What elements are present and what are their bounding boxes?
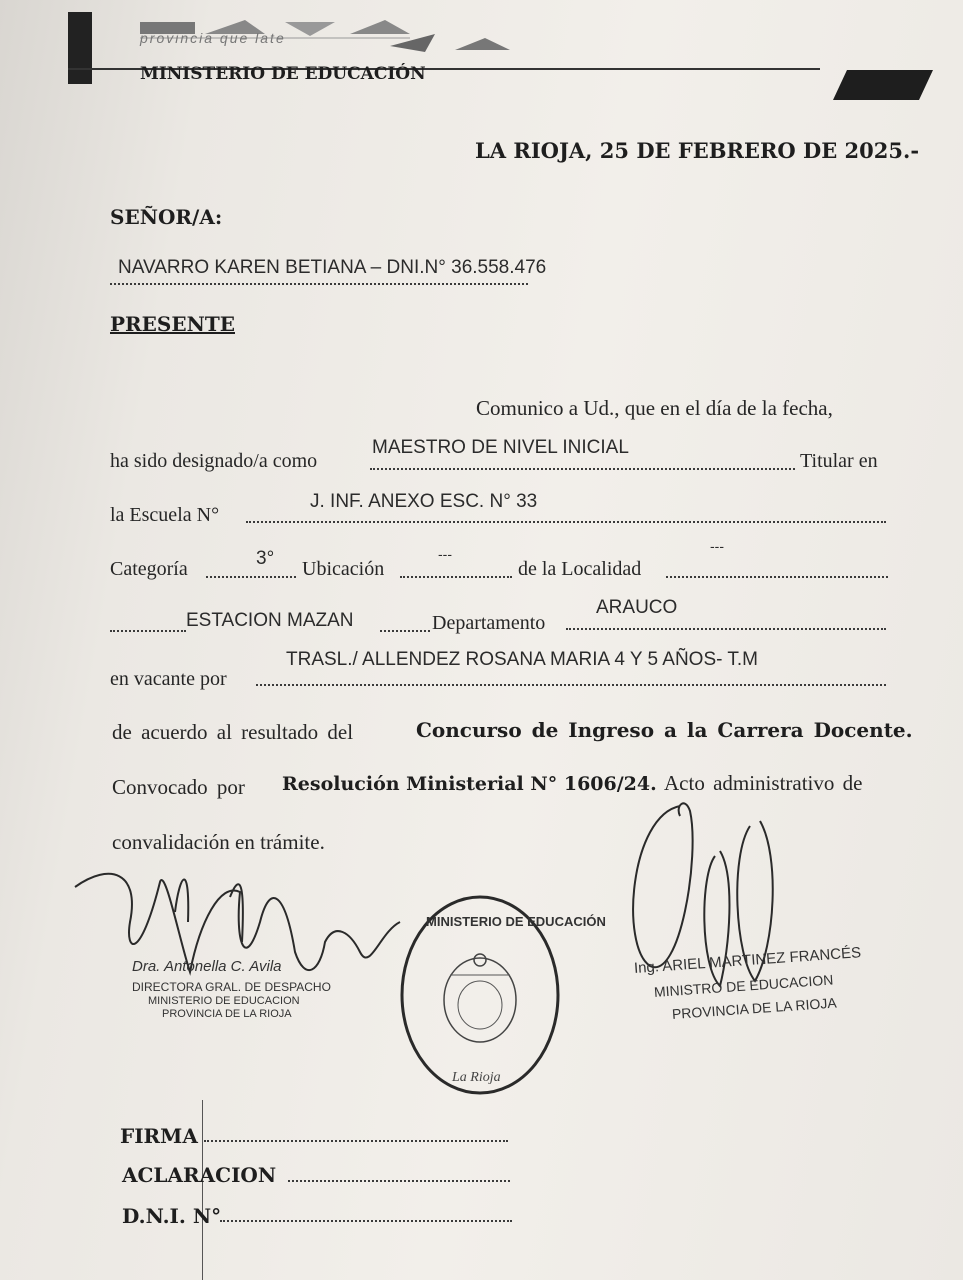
- departamento-label: Departamento: [432, 612, 546, 634]
- localidad-lead-dots: [110, 630, 186, 632]
- margin-line: [202, 1100, 203, 1280]
- firma-dots: [204, 1140, 508, 1142]
- localidad-value: ESTACION MAZAN: [186, 610, 354, 631]
- categoria-value: 3°: [256, 548, 275, 569]
- localidad-tail-dots: [380, 630, 430, 632]
- right-signer-title: MINISTRO DE EDUCACION: [653, 971, 834, 1000]
- intro-text: Comunico a Ud., que en el día de la fecha,: [476, 396, 833, 420]
- body-line1-a: de acuerdo al resultado del: [112, 720, 354, 744]
- dni-dots: [220, 1220, 512, 1222]
- recipient-name: NAVARRO KAREN BETIANA – DNI.N° 36.558.476: [118, 257, 547, 278]
- cargo-dots: [370, 468, 795, 470]
- aclaracion-dots: [288, 1180, 510, 1182]
- body-line1-b: Concurso de Ingreso a la Carrera Docente.: [416, 718, 913, 742]
- body-line3: convalidación en trámite.: [112, 830, 325, 854]
- logo-slogan: provincia que late: [140, 30, 286, 46]
- localidad-dots: [666, 576, 888, 578]
- cargo-value: MAESTRO DE NIVEL INICIAL: [372, 437, 629, 458]
- left-signer-title: DIRECTORA GRAL. DE DESPACHO: [132, 980, 331, 994]
- firma-label: FIRMA: [120, 1124, 198, 1148]
- dni-label: D.N.I. N°: [122, 1204, 222, 1228]
- departamento-value: ARAUCO: [596, 597, 678, 618]
- escuela-value: J. INF. ANEXO ESC. N° 33: [310, 491, 538, 512]
- titular-label: Titular en: [800, 450, 878, 472]
- body-line2-a: Convocado por: [112, 775, 245, 799]
- vacante-label: en vacante por: [110, 668, 227, 690]
- left-signer-province: PROVINCIA DE LA RIOJA: [162, 1008, 292, 1020]
- ubicacion-label: Ubicación: [302, 558, 385, 580]
- seal-text-top-visible: MINISTERIO DE EDUCACIÓN: [426, 914, 606, 929]
- left-signer-name: Dra. Antonella C. Avila: [132, 958, 282, 975]
- vacante-dots: [256, 684, 886, 686]
- left-signer-org: MINISTERIO DE EDUCACION: [148, 995, 300, 1007]
- header-tab: [833, 70, 933, 100]
- right-signer-province: PROVINCIA DE LA RIOJA: [671, 994, 838, 1022]
- aclaracion-label: ACLARACION: [122, 1163, 277, 1187]
- body-line2-b: Resolución Ministerial N° 1606/24.: [282, 773, 657, 795]
- categoria-label: Categoría: [110, 558, 188, 580]
- designado-label: ha sido designado/a como: [110, 450, 318, 472]
- right-signer-name: Ing. ARIEL MARTINEZ FRANCÉS: [633, 944, 862, 977]
- localidad-top-value: ---: [710, 538, 724, 554]
- categoria-dots: [206, 576, 296, 578]
- seal-text-bottom: La Rioja: [452, 1070, 501, 1085]
- date-line: LA RIOJA, 25 DE FEBRERO DE 2025.-: [475, 138, 920, 163]
- localidad-label: de la Localidad: [518, 558, 642, 580]
- ministry-title: MINISTERIO DE EDUCACIÓN: [140, 64, 426, 84]
- departamento-dots: [566, 628, 886, 630]
- presente-heading: PRESENTE: [110, 312, 235, 336]
- salutation: SEÑOR/A:: [110, 205, 223, 229]
- ubicacion-dots: [400, 576, 512, 578]
- escuela-dots: [246, 521, 886, 523]
- recipient-dots: [110, 283, 528, 285]
- vacante-value: TRASL./ ALLENDEZ ROSANA MARIA 4 Y 5 AÑOS- T.M: [286, 649, 759, 670]
- logo-block: [68, 12, 92, 84]
- body-line2-c: Acto administrativo de: [664, 771, 863, 795]
- ubicacion-value: ---: [438, 546, 452, 562]
- escuela-label: la Escuela N°: [110, 504, 220, 526]
